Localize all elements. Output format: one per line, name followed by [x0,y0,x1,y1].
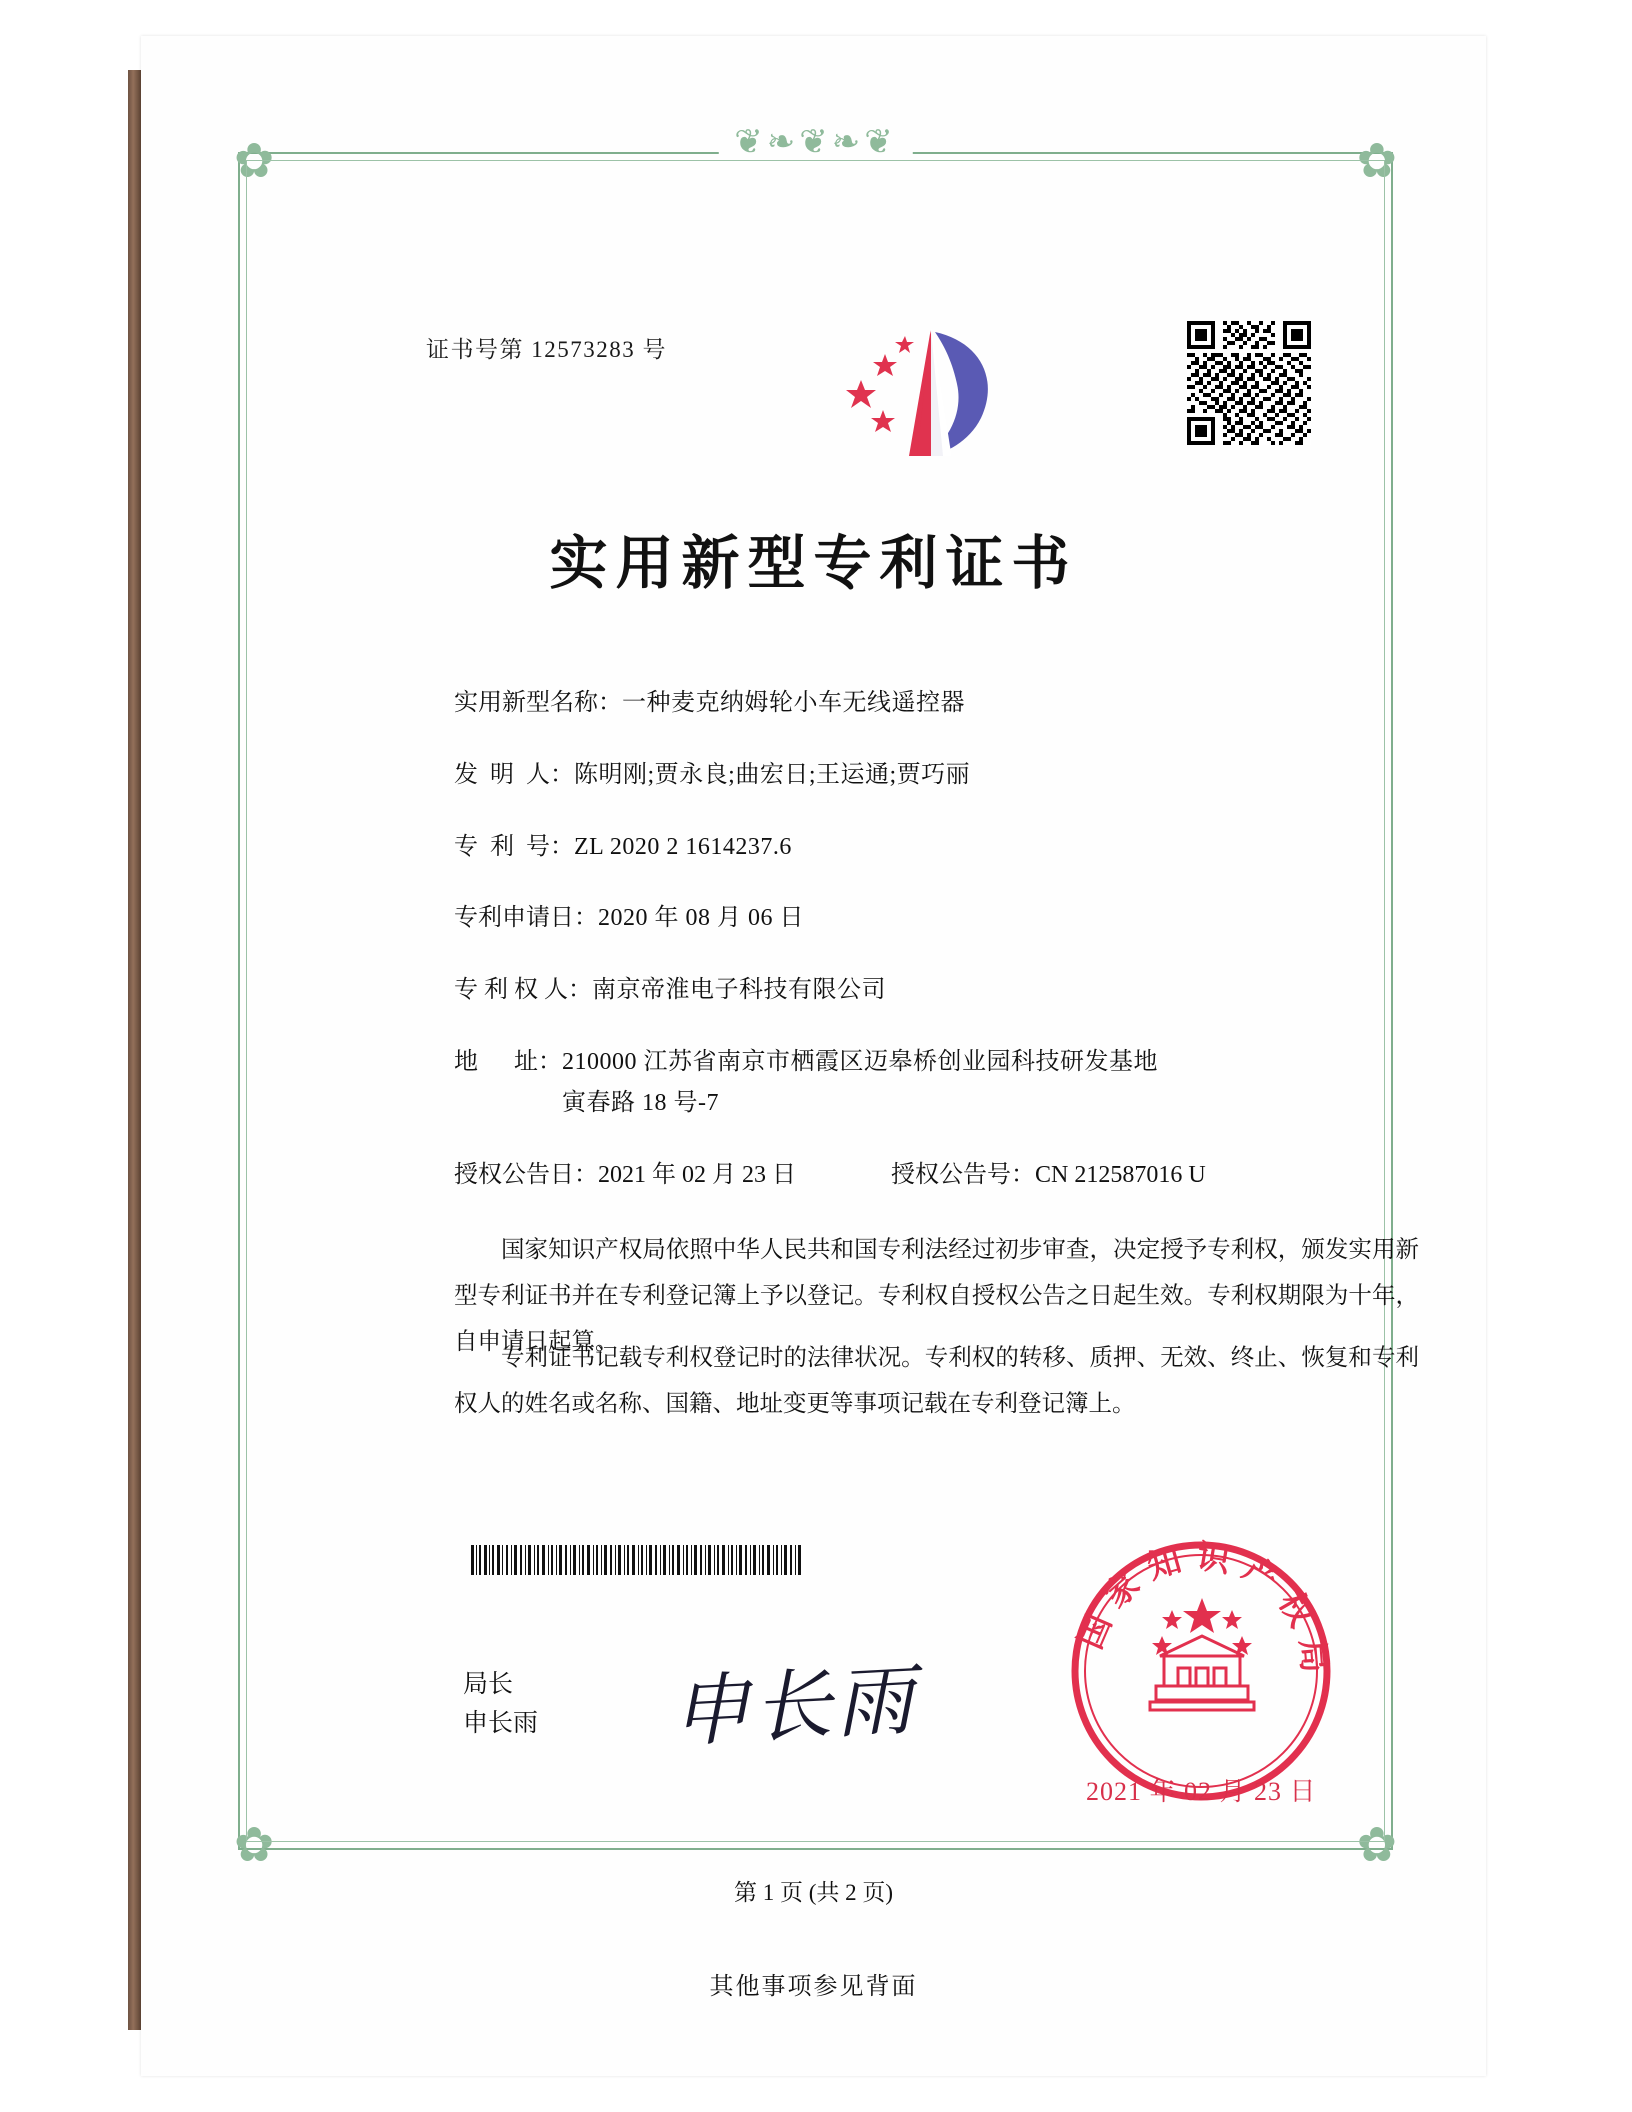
field-value: 陈明刚;贾永良;曲宏日;王运通;贾巧丽 [574,761,971,788]
address-line-2: 寅春路 18 号-7 [562,1089,719,1116]
field-row-utility-model-name [454,686,1434,721]
cnipa-emblem-icon [831,314,1011,464]
field-row-patent-number [454,830,1434,865]
field-list [454,686,1434,1222]
field-label: 专利申请日： [454,905,598,932]
handwritten-signature: 申长雨 [669,1655,920,1759]
field-row-application-date [454,901,1434,936]
director-role-label: 局长 [463,1671,514,1698]
barcode-icon [471,1545,806,1575]
signature-block [463,1666,538,1744]
body-paragraph-1: 国家知识产权局依照中华人民共和国专利法经过初步审查，决定授予专利权，颁发实用新型专利证书并在专利登记簿上予以登记。专利权自授权公告之日起生效。专利权期限为十年，自申请日起算。 [454,1237,1419,1355]
field-label: 发 明 人： [454,761,574,788]
seal-date: 2021 年 02 月 23 日 [1086,1777,1317,1806]
red-official-seal-icon [1066,1536,1336,1806]
field-label: 地 址： [454,1048,562,1075]
field-label: 实用新型名称： [454,690,622,716]
frame-ornament-bottom-right-icon: ✿ [1356,1819,1397,1872]
field-label: 专 利 权 人： [454,977,592,1004]
field-row-patentee [454,973,1434,1008]
grant-date-value: 2021 年 02 月 23 日 [598,1161,796,1188]
field-row-address [454,1045,1434,1121]
field-row-grant-announcement [454,1158,1434,1193]
certificate-page [141,36,1486,2076]
field-value: ZL 2020 2 1614237.6 [574,833,792,860]
page-number: 第 1 页 (共 2 页) [733,1880,894,1905]
svg-text:国家知识产权局: 国家知识产权局 [1070,1536,1336,1686]
field-value: 南京帝淮电子科技有限公司 [592,977,886,1004]
frame-ornament-top-left-icon: ✿ [234,135,275,188]
field-value: 一种麦克纳姆轮小车无线遥控器 [622,690,965,716]
director-name: 申长雨 [463,1709,539,1737]
frame-ornament-top-icon: ❦❧❦❧❦ [718,126,912,160]
body-paragraph-2: 专利证书记载专利权登记时的法律状况。专利权的转移、质押、无效、终止、恢复和专利权人的姓名或名称、国籍、地址变更等事项记载在专利登记簿上。 [454,1345,1419,1417]
binding-edge [128,70,141,2030]
page-title: 实用新型专利证书 [549,529,1078,597]
field-row-inventors [454,758,1434,793]
footer-note: 其他事项参见背面 [709,1974,918,2000]
qr-code-icon [1187,321,1311,445]
field-value: 2020 年 08 月 06 日 [598,905,804,932]
grant-number-value: CN 212587016 U [1035,1161,1206,1188]
grant-number-label: 授权公告号： [891,1161,1035,1188]
frame-ornament-bottom-left-icon: ✿ [234,1819,275,1872]
certificate-number: 证书号第 12573283 号 [426,337,667,362]
grant-date-label: 授权公告日： [454,1161,598,1188]
field-label: 专 利 号： [454,833,574,860]
address-line-1: 210000 江苏省南京市栖霞区迈皋桥创业园科技研发基地 [562,1048,1158,1075]
field-value [562,1045,1434,1121]
frame-ornament-top-right-icon: ✿ [1356,135,1397,188]
